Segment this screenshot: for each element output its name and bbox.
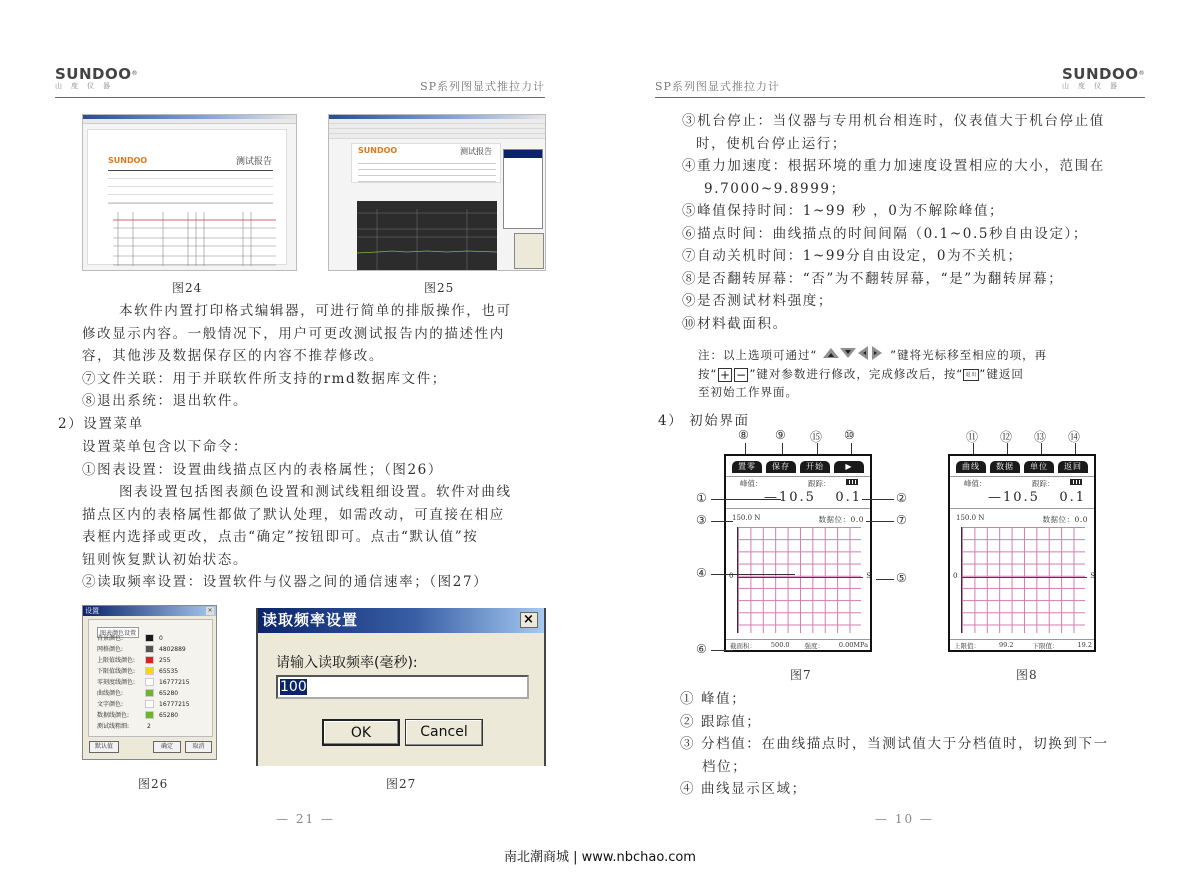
right-page xyxy=(600,0,1200,887)
range-value: 150.0 N xyxy=(732,514,761,522)
site-footer: 南北潮商城 | www.nbchao.com xyxy=(504,850,696,865)
ok-button[interactable]: 确定 xyxy=(153,741,181,753)
key-next[interactable]: ▶ xyxy=(834,461,864,473)
key-zero[interactable]: 置零 xyxy=(732,461,762,473)
legend-list: ① 峰值； ② 跟踪值； ③ 分档值：在曲线描点时，当测试值大于分档值时，切换到下一 档位； ④ 曲线显示区域； xyxy=(680,691,1109,797)
exit-key-icon: 退出 xyxy=(963,369,979,381)
setting-row: 文字颜色: 16777215 xyxy=(97,701,190,708)
brand-mark: ® xyxy=(1138,70,1145,77)
callout-15: ⑮ xyxy=(810,430,823,444)
setting-row: 下限值线颜色: 65535 xyxy=(97,668,179,675)
setting-row: 曲线颜色: 65280 xyxy=(97,690,179,697)
cmd-read-frequency: ②读取频率设置：设置软件与仪器之间的通信速率；（图27） xyxy=(82,574,489,590)
cmd-chart-settings: ①图表设置：设置曲线描点区内的表格属性；（图26） xyxy=(82,461,443,478)
tab-chart-colors[interactable]: 图表颜色设置 xyxy=(97,627,139,638)
color-swatch[interactable] xyxy=(145,667,154,675)
page-header xyxy=(55,66,545,98)
data-position: 数据位：0.0 xyxy=(1042,515,1088,524)
section-initial-screen: 4） 初始界面 xyxy=(658,413,750,429)
setting-row: 上限值线颜色: 255 xyxy=(97,657,171,664)
page-header xyxy=(655,66,1145,98)
fig25-dark-chart xyxy=(357,201,497,271)
callout-10: ⑩ xyxy=(844,428,855,442)
report-chart xyxy=(108,210,278,268)
brand-sub: 山度仪器 xyxy=(1062,82,1126,90)
report-logo: SUNDOO xyxy=(358,146,398,155)
fig24-caption: 图24 xyxy=(172,281,203,295)
setting-row: 网格颜色: 4802889 xyxy=(97,646,186,653)
arrow-keys xyxy=(822,346,890,365)
zero-label: 0 xyxy=(953,572,958,580)
range-value: 150.0 N xyxy=(956,514,985,522)
note-paragraph: 注：以上选项可通过“ ”键将光标移至相应的项，再 按“ + − ”键对参数进行修改，完成修改后，按“ 退出 ”键返回 至初始工作界面。 xyxy=(698,348,1048,399)
callout-12: ⑫ xyxy=(1000,430,1013,444)
brand-sub: 山度仪器 xyxy=(55,82,119,90)
peak-label: 峰值： xyxy=(740,479,763,488)
brand-name: SUNDOO xyxy=(55,65,132,83)
frequency-input[interactable]: 100 xyxy=(276,675,529,699)
zero-label: 0 xyxy=(729,572,734,580)
setting-row: 零刻度线颜色: 16777215 xyxy=(97,679,190,686)
ok-button[interactable]: OK xyxy=(322,719,400,746)
callout-5: ⑤ xyxy=(896,571,907,585)
color-swatch[interactable] xyxy=(145,700,154,708)
report-logo: SUNDOO xyxy=(108,156,148,165)
chart-settings-dialog xyxy=(82,605,217,760)
peak-label: 峰值： xyxy=(964,479,987,488)
curve-plot-area xyxy=(961,527,1085,633)
page-number: — 10 — xyxy=(875,812,934,826)
report-title: 测试报告 xyxy=(460,147,492,156)
dialog-title: 读取频率设置 xyxy=(262,611,359,629)
peak-value: —10.5 xyxy=(764,490,816,505)
color-swatch[interactable] xyxy=(145,634,154,642)
callout-2: ② xyxy=(896,491,907,505)
close-button[interactable]: × xyxy=(520,612,538,628)
intro-paragraph: 本软件内置打印格式编辑器，可进行简单的排版操作，也可 修改显示内容。一般情况下，用户可更改测试报告内的描述性内 容，其他涉及数据保存区的内容不推荐修改。 ⑦文件关联：用于并联软件所支持的rmd数据库文件； ⑧退出系统：退出软件。 xyxy=(82,300,512,413)
frequency-prompt: 请输入读取频率(毫秒): xyxy=(276,655,418,671)
track-label: 跟踪： xyxy=(808,479,831,488)
callout-8: ⑧ xyxy=(738,428,749,442)
color-swatch[interactable] xyxy=(145,645,154,653)
setting-row: 数据线颜色: 65280 xyxy=(97,712,179,719)
battery-icon xyxy=(1070,479,1082,485)
color-swatch[interactable] xyxy=(145,678,154,686)
battery-icon xyxy=(846,479,858,485)
brand-logo xyxy=(55,66,138,91)
key-save[interactable]: 保存 xyxy=(766,461,796,473)
dialog-title: 设置 xyxy=(85,607,99,615)
color-swatch[interactable] xyxy=(145,711,154,719)
callout-1: ① xyxy=(696,491,707,505)
callout-4: ④ xyxy=(696,566,707,580)
fig26-caption: 图26 xyxy=(138,777,169,791)
callout-13: ⑬ xyxy=(1034,430,1047,444)
track-value: 0.1 xyxy=(835,490,862,505)
page-number: — 21 — xyxy=(276,812,335,826)
key-data[interactable]: 数据 xyxy=(990,461,1020,473)
fig25-caption: 图25 xyxy=(424,281,455,295)
cancel-button[interactable]: Cancel xyxy=(405,719,483,746)
track-value: 0.1 xyxy=(1059,490,1086,505)
brand-mark: ® xyxy=(131,70,138,77)
callout-3: ③ xyxy=(696,513,707,527)
key-start[interactable]: 开始 xyxy=(800,461,830,473)
read-frequency-dialog xyxy=(256,608,546,766)
color-swatch[interactable] xyxy=(145,656,154,664)
color-swatch[interactable] xyxy=(145,689,154,697)
key-curve[interactable]: 曲线 xyxy=(956,461,986,473)
device-screen-fig8 xyxy=(948,454,1096,652)
peak-value: —10.5 xyxy=(988,490,1040,505)
s-label: S xyxy=(866,572,871,580)
report-title: 测试报告 xyxy=(235,157,272,167)
setting-row: 背景颜色: 0 xyxy=(97,635,163,642)
close-button[interactable]: × xyxy=(207,607,213,614)
cancel-button[interactable]: 取消 xyxy=(185,741,212,753)
plus-key-icon: + xyxy=(719,367,731,382)
item-file-association: ⑦文件关联：用于并联软件所支持的rmd数据库文件； xyxy=(82,370,447,387)
s-label: S xyxy=(1090,572,1095,580)
line-width-field[interactable]: 2 xyxy=(147,723,151,730)
callout-7: ⑦ xyxy=(896,513,907,527)
device-footer: 截面积： 500.0 强度： 0.00MPa xyxy=(730,641,868,650)
key-back[interactable]: 返回 xyxy=(1058,461,1088,473)
settings-paragraph: 设置菜单包含以下命令： ①图表设置：设置曲线描点区内的表格属性；（图26） 图表设置包括图表颜色设置和测试线粗细设置。软件对曲线 描点区内的表格属性都做了默认处理，如需改动，可直接在相应 表框内选择或更改，点击“确定”按钮即可。点击“默认值”按 钮则恢复默认初始状态。 ②读取频率设置：设置软件与仪器之间的通信速率；（图27） xyxy=(82,436,512,594)
key-unit[interactable]: 单位 xyxy=(1024,461,1054,473)
section-settings-menu: 2）设置菜单 xyxy=(58,416,144,432)
fig27-caption: 图27 xyxy=(386,777,417,791)
fig25-screenshot xyxy=(328,114,546,271)
callout-14: ⑭ xyxy=(1068,430,1081,444)
item-exit-system: ⑧退出系统：退出软件。 xyxy=(82,393,249,409)
data-position: 数据位：0.0 xyxy=(818,515,864,524)
doc-title: SP系列图显式推拉力计 xyxy=(655,80,780,93)
track-label: 跟踪： xyxy=(1032,479,1055,488)
fig8-caption: 图8 xyxy=(1016,668,1038,682)
callout-11: ⑪ xyxy=(966,430,979,444)
curve-plot-area xyxy=(737,527,861,633)
setting-row: 测试线粗细: 2 xyxy=(97,723,151,730)
fig24-screenshot xyxy=(82,114,297,271)
brand-logo xyxy=(1062,66,1145,91)
settings-items: ③机台停止：当仪器与专用机台相连时，仪表值大于机台停止值 时，使机台停止运行； ④重力加速度：根据环境的重力加速度设置相应的大小，范围在 9.7000~9.8999； ⑤峰值保持时间：1~99 秒 ，0为不解除峰值； ⑥描点时间：曲线描点的时间间隔（0.1~0.5秒自由设定）； ⑦自动关机时间：1~99分自由设定，0为不关机； ⑧是否翻转屏幕：“否”为不翻转屏幕，“是”为翻转屏幕； ⑨是否测试材料强度； ⑩材料截面积。 xyxy=(682,113,1105,332)
device-screen-fig7 xyxy=(724,454,872,652)
device-footer: 上限值： 99.2 下限值： 19.2 xyxy=(954,641,1092,650)
callout-9: ⑨ xyxy=(775,428,786,442)
doc-title: SP系列图显式推拉力计 xyxy=(420,80,545,93)
minus-key-icon: − xyxy=(735,367,747,382)
fig7-caption: 图7 xyxy=(790,668,812,682)
callout-6: ⑥ xyxy=(696,642,707,656)
default-button[interactable]: 默认值 xyxy=(89,741,119,753)
brand-name: SUNDOO xyxy=(1062,65,1139,83)
